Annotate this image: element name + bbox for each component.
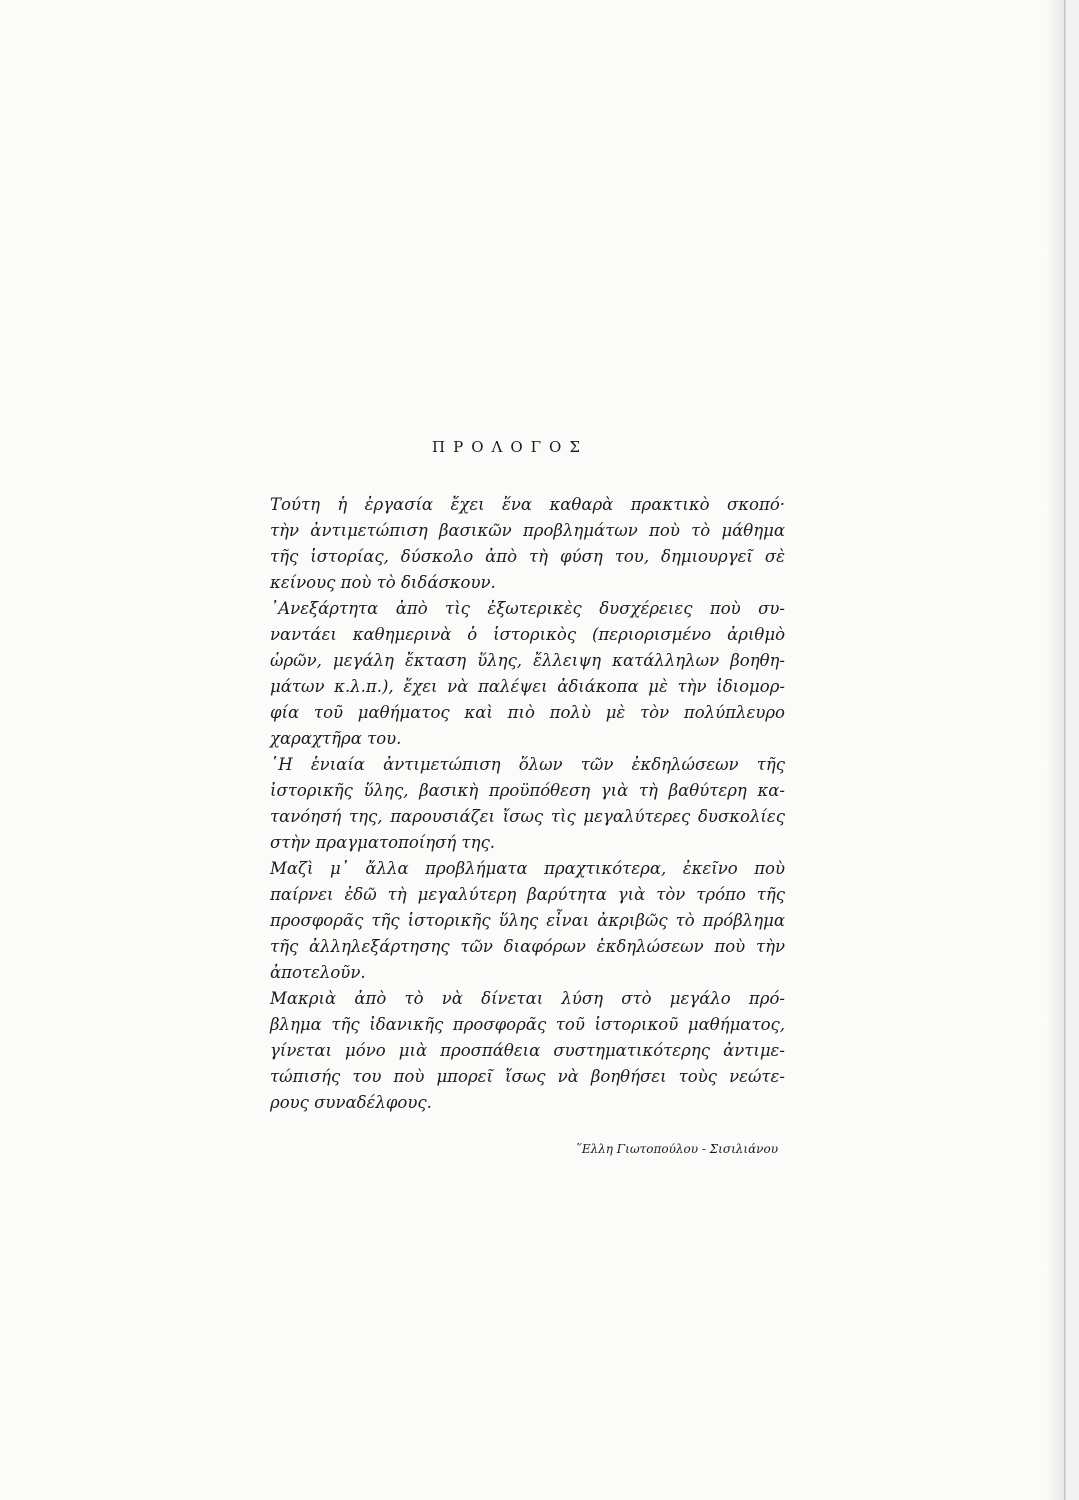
text-line: προσφορᾶς τῆς ἱστορικῆς ὕλης εἶναι ἀκριβῶς τὸ πρόβλημα [270,911,785,930]
text-line: βλημα τῆς ἰδανικῆς προσφορᾶς τοῦ ἱστορικοῦ μαθήματος, [270,1015,785,1034]
text-line: Μακριὰ ἀπὸ τὸ νὰ δίνεται λύση στὸ μεγάλο πρό- [270,989,785,1008]
text-line: στὴν πραγματοποίησή της. [270,833,496,852]
page-title: ΠΡΟΛΟΓΟΣ [432,438,588,456]
text-line: Τούτη ἡ ἐργασία ἔχει ἕνα καθαρὰ πρακτικὸ σκοπό· [270,495,785,514]
page-edge [1065,0,1079,1500]
text-line: ρους συναδέλφους. [270,1093,432,1112]
paragraph [270,752,785,856]
text-line: ναντάει καθημερινὰ ὁ ἱστορικὸς (περιορισμένο ἀριθμὸ [270,625,785,644]
text-line: παίρνει ἐδῶ τὴ μεγαλύτερη βαρύτητα γιὰ τὸν τρόπο τῆς [270,885,785,904]
text-line: τὴν ἀντιμετώπιση βασικῶν προβλημάτων ποὺ τὸ μάθημα [270,521,785,540]
text-line: μάτων κ.λ.π.), ἔχει νὰ παλέψει ἀδιάκοπα μὲ τὴν ἰδιομορ- [270,677,785,696]
preface-body [270,492,785,1116]
text-line: ῾Η ἑνιαία ἀντιμετώπιση ὅλων τῶν ἐκδηλώσεων τῆς [270,755,785,774]
text-line: Μαζὶ μ᾿ ἄλλα προβλήματα πραχτικότερα, ἐκεῖνο ποὺ [270,859,785,878]
text-line: κείνους ποὺ τὸ διδάσκουν. [270,573,496,592]
text-line: γίνεται μόνο μιὰ προσπάθεια συστηματικότερης ἀντιμε- [270,1041,785,1060]
page-gutter-shadow [1046,0,1064,1500]
text-line: χαραχτῆρα του. [270,729,402,748]
text-line: τανόησή της, παρουσιάζει ἴσως τὶς μεγαλύτερες δυσκολίες [270,807,785,826]
paragraph [270,856,785,986]
paragraph [270,492,785,596]
text-line: ὡρῶν, μεγάλη ἔκταση ὕλης, ἔλλειψη κατάλληλων βοηθη- [270,651,785,670]
paragraph [270,596,785,752]
text-line: τώπισής του ποὺ μπορεῖ ἴσως νὰ βοηθήσει τοὺς νεώτε- [270,1067,785,1086]
paragraph [270,986,785,1116]
author-signature: ῞Ελλη Γιωτοπούλου - Σισιλιάνου [575,1142,778,1156]
text-line: φία τοῦ μαθήματος καὶ πιὸ πολὺ μὲ τὸν πολύπλευρο [270,703,785,722]
text-line: ἀποτελοῦν. [270,963,366,982]
text-line: τῆς ἀλληλεξάρτησης τῶν διαφόρων ἐκδηλώσεων ποὺ τὴν [270,937,785,956]
text-line: τῆς ἱστορίας, δύσκολο ἀπὸ τὴ φύση του, δημιουργεῖ σὲ [270,547,785,566]
text-line: ᾿Ανεξάρτητα ἀπὸ τὶς ἐξωτερικὲς δυσχέρειες ποὺ συ- [270,599,785,618]
text-line: ἱστορικῆς ὕλης, βασικὴ προϋπόθεση γιὰ τὴ βαθύτερη κα- [270,781,785,800]
